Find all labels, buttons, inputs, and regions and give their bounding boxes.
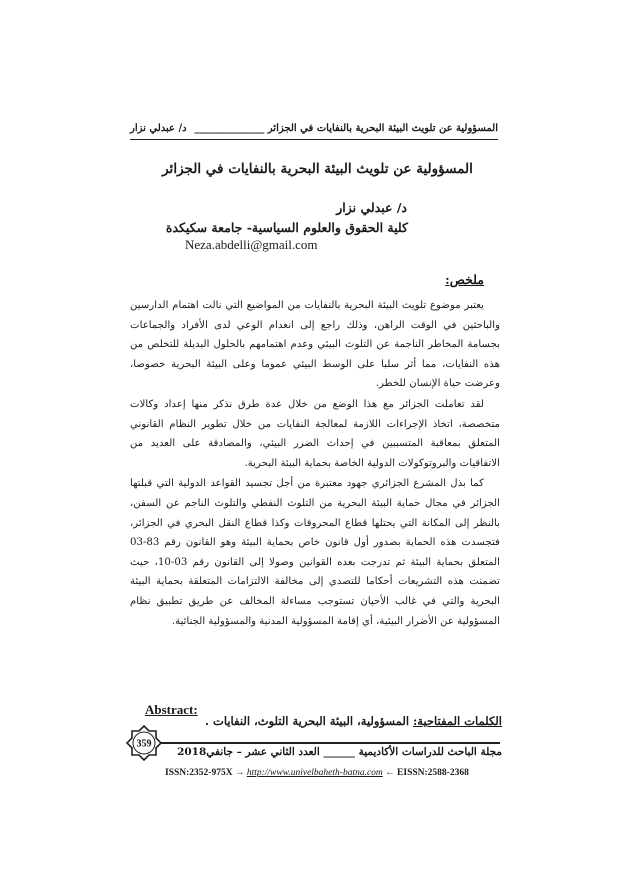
abstract-paragraph: يعتبر موضوع تلويث البيئة البحرية بالنفايات من المواضيع التي نالت اهتمام الدارسين والباحثين في الوقت الراهن، وذلك راجع إلى انعدام الوعي لدى الأفراد والجماعات بجسامة المخاطر الناجمة عن التلوث البيئي وعدم اهتمامهم بالحلول البديلة للتخلص من هذه النفايات، مما أثر سلبا على الوسط البيئي عموما وعلى البيئة البحرية خصوصا، وعرضت حياة الإنسان للخطر. (130, 300, 500, 390)
page-number: 359 (136, 738, 152, 750)
page-number-badge (126, 725, 162, 761)
abstract-paragraph: لقد تعاملت الجزائر مع هذا الوضع من خلال عدة طرق نذكر منها إعداد وكالات متخصصة، اتخاذ الإجراءات اللازمة لمعالجة النفايات من خلال تطوير النظام القانوني المتعلق بمعاقبة المتسببين في إحداث الضرر البيئي، والمصادقة على العديد من الاتفاقيات والبروتوكولات الدولية الخاصة بحماية البيئة البحرية. (130, 398, 500, 469)
keywords-label: الكلمات المفتاحية: (413, 714, 502, 728)
header-article-title: المسؤولية عن تلويث البيئة البحرية بالنفايات في الجزائر ______________ (194, 123, 498, 134)
keywords-text: المسؤولية، البيئة البحرية التلوث، النفايات . (204, 714, 410, 728)
journal-url[interactable]: http://www.univelbaheth-batna.com (246, 768, 383, 778)
author-email[interactable]: Neza.abdelli@gmail.com (185, 237, 318, 252)
keywords-line (205, 714, 502, 728)
footer-divider (160, 742, 500, 744)
arrow-right-icon: → (234, 768, 245, 778)
abstract-heading-en: Abstract: (145, 702, 198, 717)
journal-footer: مجلة الباحث للدراسات الأكاديمية ______ العدد الثاني عشر – جانفي2018 (177, 746, 502, 758)
article-title: المسؤولية عن تلويث البيئة البحرية بالنفايات في الجزائر (162, 161, 473, 177)
abstract-body (130, 296, 500, 632)
abstract-heading-ar: ملخص: (445, 272, 484, 287)
issn-line (165, 768, 469, 778)
author-affiliation: كلية الحقوق والعلوم السياسية- جامعة سكيكدة (165, 220, 408, 235)
running-header (130, 121, 498, 139)
header-divider (130, 139, 498, 140)
arrow-left-icon: ← (385, 768, 395, 778)
header-author: د/ عبدلي نزار (130, 123, 187, 134)
abstract-paragraph: كما بذل المشرع الجزائري جهود معتبرة من أجل تجسيد القواعد الدولية التي قبلتها الجزائر في مجال حماية البيئة البحرية من التلوث النفطي والتلوث الناجم عن السفن، بالنظر إلى المكانة التي يحتلها قطاع المحروقات وكذا قطاع النقل البحري في الجزائر، فتجسدت هذه الحماية بصدور أول قانون خاص بحماية البيئة وهو القانون رقم 83-03 المتعلق بحماية البيئة ثم تدرجت بعده القوانين وصولا إلى القانون رقم 03-10، حيث تضمنت هذه التشريعات أحكاما للتصدي إلى مخالفة الالتزامات المتعلقة بحماية البيئة البحرية والتي في غالب الأحيان تستوجب مساءلة المخالف عن طريق تطبيق نظام المسؤولية عن الأضرار البيئية، أي إقامة المسؤولية المدنية والمسؤولية الجنائية. (130, 478, 500, 627)
author-name: د/ عبدلي نزار (336, 200, 407, 215)
eissn: EISSN:2588-2368 (397, 768, 469, 778)
issn: ISSN:2352-975X (165, 768, 233, 778)
